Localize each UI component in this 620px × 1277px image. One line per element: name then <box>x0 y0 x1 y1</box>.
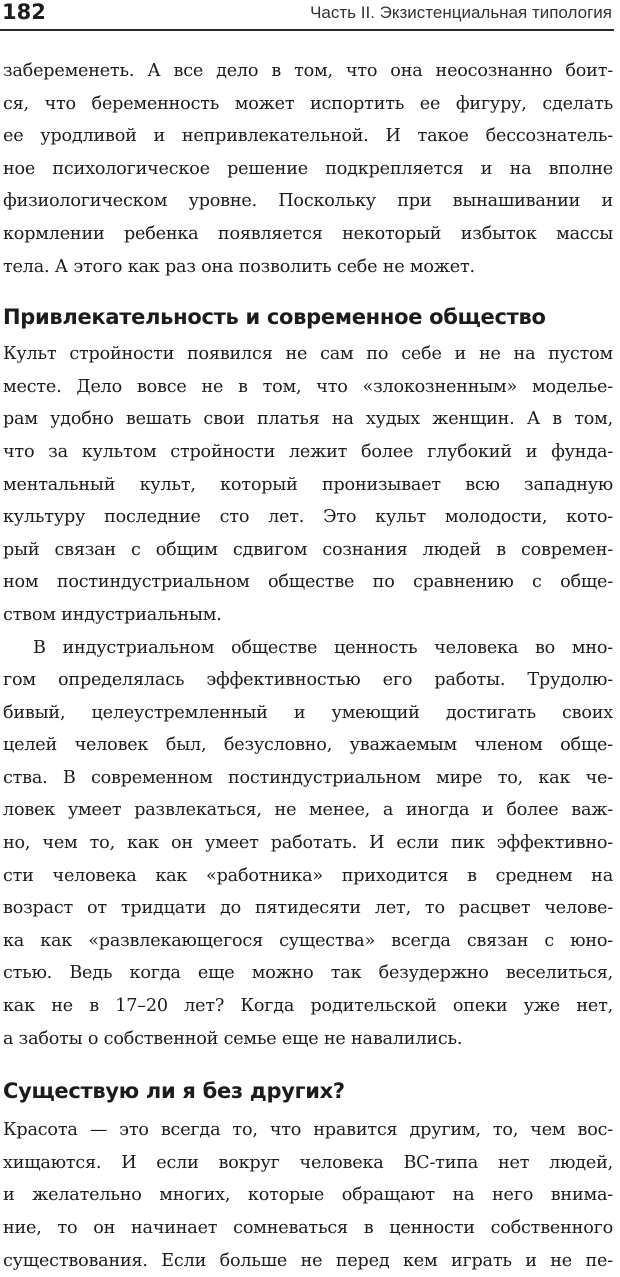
text-line: ловек умеет развлекаться, не менее, а иногда и более важ- <box>3 800 613 821</box>
text-line: культуру последние сто лет. Это культ молодости, кото- <box>3 507 613 528</box>
text-line: бивый, целеустремленный и умеющий достигать своих <box>3 702 613 723</box>
text-line: В индустриальном обществе ценность человека во мно- <box>33 637 613 658</box>
text-line: ства. В современном постиндустриальном мире то, как че- <box>3 767 613 788</box>
text-line: существования. Если больше не перед кем играть и не пе- <box>3 1250 613 1271</box>
paragraph-1 <box>3 55 613 283</box>
text-line: но, чем то, как он умеет работать. И если пик эффективно- <box>3 833 613 854</box>
text-line: месте. Дело вовсе не в том, что «злокозненным» моделье- <box>3 376 613 397</box>
text-line: гом определялась эффективностью его работы. Трудолю- <box>3 670 613 691</box>
text-line: Культ стройности появился не сам по себе и не на пустом <box>3 344 613 365</box>
text-line: тела. А этого как раз она позволить себе не может. <box>3 256 475 277</box>
paragraph-2 <box>3 338 613 631</box>
text-line: ментальный культ, который пронизывает всю западную <box>3 474 613 495</box>
text-line: Красота — это всегда то, что нравится другим, то, чем вос- <box>3 1120 613 1141</box>
text-line: ка как «развлекающегося существа» всегда связан с юно- <box>3 930 613 951</box>
section-heading-attractiveness: Привлекательность и современное общество <box>3 305 546 330</box>
text-line: как не в 17–20 лет? Когда родительской опеки уже нет, <box>3 996 613 1017</box>
text-line: ном постиндустриальном обществе по сравнению с обще- <box>3 572 613 593</box>
text-line: и желательно многих, которые обращают на него внима- <box>3 1185 613 1206</box>
text-line: стью. Ведь когда еще можно так безудержно веселиться, <box>3 963 613 984</box>
text-line: хищаются. И если вокруг человека ВС-типа нет людей, <box>3 1152 613 1173</box>
text-line: ное психологическое решение подкрепляется и на вполне <box>3 158 613 179</box>
text-line: ее уродливой и непривлекательной. И такое бессознатель- <box>3 126 613 147</box>
text-line: забеременеть. А все дело в том, что она неосознанно боит- <box>3 61 613 81</box>
running-head-title: Часть II. Экзистенциальная типология <box>310 3 612 22</box>
text-line: сти человека как «работника» приходится в среднем на <box>3 865 613 886</box>
page-body <box>3 55 613 1277</box>
text-line: рый связан с общим сдвигом сознания людей в современ- <box>3 539 613 560</box>
text-line: что за культом стройности лежит более глубокий и фунда- <box>3 441 613 462</box>
paragraph-4 <box>3 1114 613 1277</box>
text-line: ся, что беременность может испортить ее фигуру, сделать <box>3 93 613 114</box>
text-line: возраст от тридцати до пятидесяти лет, то расцвет челове- <box>3 898 613 919</box>
text-line: целей человек был, безусловно, уважаемым членом обще- <box>3 735 613 756</box>
paragraph-3 <box>3 632 613 1056</box>
text-line: ством индустриальным. <box>3 604 222 625</box>
text-line: физиологическом уровне. Поскольку при вынашивании и <box>3 191 613 212</box>
text-line: ние, то он начинает сомневаться в ценности собственного <box>3 1218 613 1238</box>
text-line: а заботы о собственной семье еще не навалились. <box>3 1028 463 1049</box>
section-heading-existence: Существую ли я без других? <box>3 1079 345 1104</box>
text-line: кормлении ребенка появляется некоторый избыток массы <box>3 223 613 244</box>
page-number: 182 <box>2 0 46 24</box>
text-line: рам удобно вешать свои платья на худых женщин. А в том, <box>3 409 613 430</box>
running-head <box>0 0 614 31</box>
